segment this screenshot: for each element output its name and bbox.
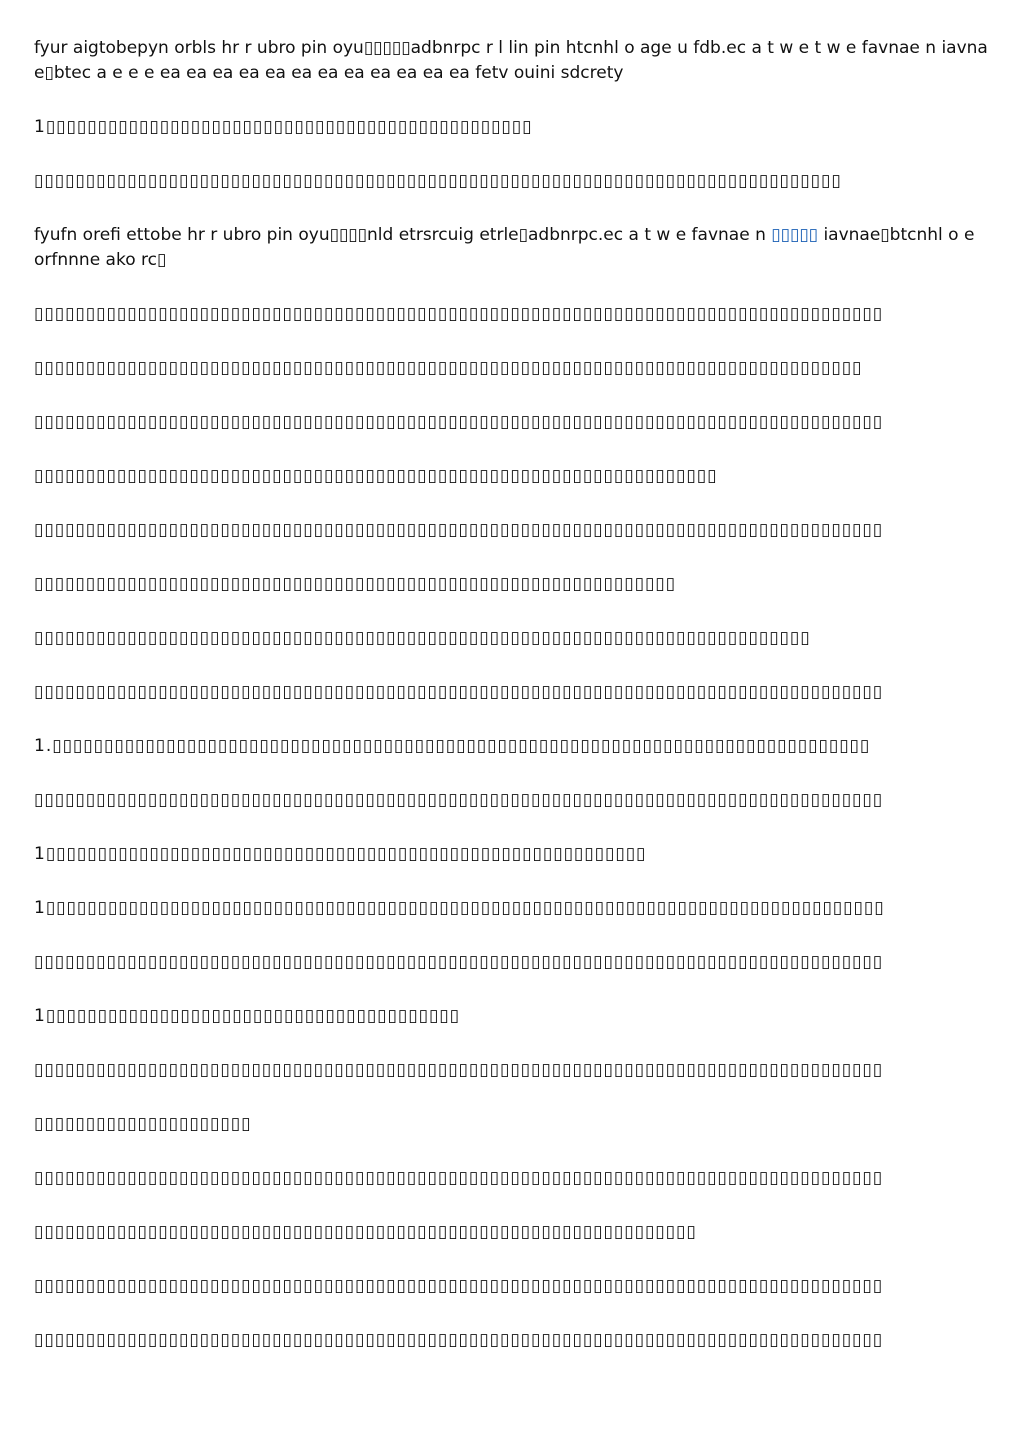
- paragraph-15: 1▯▯▯▯▯▯▯▯▯▯▯▯▯▯▯▯▯▯▯▯▯▯▯▯▯▯▯▯▯▯▯▯▯▯▯▯▯▯▯▯▯▯▯▯▯▯▯▯▯▯▯▯▯▯▯▯▯▯: [34, 844, 647, 864]
- paragraph-14: ▯▯▯▯▯▯▯▯▯▯▯▯▯▯▯▯▯▯▯▯▯▯▯▯▯▯▯▯▯▯▯▯▯▯▯▯▯▯▯▯▯▯▯▯▯▯▯▯▯▯▯▯▯▯▯▯▯▯▯▯▯▯▯▯▯▯▯▯▯▯▯▯▯▯▯▯▯▯▯▯▯▯: [34, 790, 884, 810]
- paragraph-4: [34, 223, 990, 273]
- paragraph-18: 1▯▯▯▯▯▯▯▯▯▯▯▯▯▯▯▯▯▯▯▯▯▯▯▯▯▯▯▯▯▯▯▯▯▯▯▯▯▯▯▯: [34, 1006, 461, 1026]
- paragraph-11: ▯▯▯▯▯▯▯▯▯▯▯▯▯▯▯▯▯▯▯▯▯▯▯▯▯▯▯▯▯▯▯▯▯▯▯▯▯▯▯▯▯▯▯▯▯▯▯▯▯▯▯▯▯▯▯▯▯▯▯▯▯▯▯▯▯▯▯▯▯▯▯▯▯▯▯: [34, 628, 811, 648]
- paragraph-17: ▯▯▯▯▯▯▯▯▯▯▯▯▯▯▯▯▯▯▯▯▯▯▯▯▯▯▯▯▯▯▯▯▯▯▯▯▯▯▯▯▯▯▯▯▯▯▯▯▯▯▯▯▯▯▯▯▯▯▯▯▯▯▯▯▯▯▯▯▯▯▯▯▯▯▯▯▯▯▯▯▯▯: [34, 952, 884, 972]
- inline-link[interactable]: ▯▯▯▯▯: [771, 225, 819, 245]
- document-body: [34, 36, 990, 1426]
- paragraph-20: ▯▯▯▯▯▯▯▯▯▯▯▯▯▯▯▯▯▯▯▯▯: [34, 1114, 252, 1134]
- paragraph-4-text-before: fyufn orefi ettobe hr r ubro pin oyu▯▯▯▯nld etrsrcuig etrle▯adbnrpc.ec a t w e favnae n: [34, 225, 772, 245]
- paragraph-6: ▯▯▯▯▯▯▯▯▯▯▯▯▯▯▯▯▯▯▯▯▯▯▯▯▯▯▯▯▯▯▯▯▯▯▯▯▯▯▯▯▯▯▯▯▯▯▯▯▯▯▯▯▯▯▯▯▯▯▯▯▯▯▯▯▯▯▯▯▯▯▯▯▯▯▯▯▯▯▯▯: [34, 358, 863, 378]
- paragraph-1: fyur aigtobepyn orbls hr r ubro pin oyu▯▯▯▯▯adbnrpc r l lin pin htcnhl o age u fdb.ec a t w e t w e favnae n iavnae▯btec a e e e ea ea ea ea ea ea ea ea ea ea ea ea fetv ouini sdcrety: [34, 38, 988, 83]
- paragraph-23: ▯▯▯▯▯▯▯▯▯▯▯▯▯▯▯▯▯▯▯▯▯▯▯▯▯▯▯▯▯▯▯▯▯▯▯▯▯▯▯▯▯▯▯▯▯▯▯▯▯▯▯▯▯▯▯▯▯▯▯▯▯▯▯▯▯▯▯▯▯▯▯▯▯▯▯▯▯▯▯▯▯▯: [34, 1276, 884, 1296]
- paragraph-10: ▯▯▯▯▯▯▯▯▯▯▯▯▯▯▯▯▯▯▯▯▯▯▯▯▯▯▯▯▯▯▯▯▯▯▯▯▯▯▯▯▯▯▯▯▯▯▯▯▯▯▯▯▯▯▯▯▯▯▯▯▯▯: [34, 574, 677, 594]
- paragraph-16: 1▯▯▯▯▯▯▯▯▯▯▯▯▯▯▯▯▯▯▯▯▯▯▯▯▯▯▯▯▯▯▯▯▯▯▯▯▯▯▯▯▯▯▯▯▯▯▯▯▯▯▯▯▯▯▯▯▯▯▯▯▯▯▯▯▯▯▯▯▯▯▯▯▯▯▯▯▯▯▯▯▯: [34, 898, 885, 918]
- paragraph-3: ▯▯▯▯▯▯▯▯▯▯▯▯▯▯▯▯▯▯▯▯▯▯▯▯▯▯▯▯▯▯▯▯▯▯▯▯▯▯▯▯▯▯▯▯▯▯▯▯▯▯▯▯▯▯▯▯▯▯▯▯▯▯▯▯▯▯▯▯▯▯▯▯▯▯▯▯▯▯: [34, 171, 842, 191]
- paragraph-9: ▯▯▯▯▯▯▯▯▯▯▯▯▯▯▯▯▯▯▯▯▯▯▯▯▯▯▯▯▯▯▯▯▯▯▯▯▯▯▯▯▯▯▯▯▯▯▯▯▯▯▯▯▯▯▯▯▯▯▯▯▯▯▯▯▯▯▯▯▯▯▯▯▯▯▯▯▯▯▯▯▯▯: [34, 520, 884, 540]
- paragraph-19: ▯▯▯▯▯▯▯▯▯▯▯▯▯▯▯▯▯▯▯▯▯▯▯▯▯▯▯▯▯▯▯▯▯▯▯▯▯▯▯▯▯▯▯▯▯▯▯▯▯▯▯▯▯▯▯▯▯▯▯▯▯▯▯▯▯▯▯▯▯▯▯▯▯▯▯▯▯▯▯▯▯▯: [34, 1060, 884, 1080]
- paragraph-7: ▯▯▯▯▯▯▯▯▯▯▯▯▯▯▯▯▯▯▯▯▯▯▯▯▯▯▯▯▯▯▯▯▯▯▯▯▯▯▯▯▯▯▯▯▯▯▯▯▯▯▯▯▯▯▯▯▯▯▯▯▯▯▯▯▯▯▯▯▯▯▯▯▯▯▯▯▯▯▯▯▯▯: [34, 412, 884, 432]
- paragraph-24: ▯▯▯▯▯▯▯▯▯▯▯▯▯▯▯▯▯▯▯▯▯▯▯▯▯▯▯▯▯▯▯▯▯▯▯▯▯▯▯▯▯▯▯▯▯▯▯▯▯▯▯▯▯▯▯▯▯▯▯▯▯▯▯▯▯▯▯▯▯▯▯▯▯▯▯▯▯▯▯▯▯▯: [34, 1330, 884, 1350]
- paragraph-2: 1▯▯▯▯▯▯▯▯▯▯▯▯▯▯▯▯▯▯▯▯▯▯▯▯▯▯▯▯▯▯▯▯▯▯▯▯▯▯▯▯▯▯▯▯▯▯▯: [34, 117, 533, 137]
- paragraph-4-text-after: iavnae▯btcnhl o e orfnnne ako rc▯: [34, 225, 975, 270]
- paragraph-21: ▯▯▯▯▯▯▯▯▯▯▯▯▯▯▯▯▯▯▯▯▯▯▯▯▯▯▯▯▯▯▯▯▯▯▯▯▯▯▯▯▯▯▯▯▯▯▯▯▯▯▯▯▯▯▯▯▯▯▯▯▯▯▯▯▯▯▯▯▯▯▯▯▯▯▯▯▯▯▯▯▯▯: [34, 1168, 884, 1188]
- paragraph-12: ▯▯▯▯▯▯▯▯▯▯▯▯▯▯▯▯▯▯▯▯▯▯▯▯▯▯▯▯▯▯▯▯▯▯▯▯▯▯▯▯▯▯▯▯▯▯▯▯▯▯▯▯▯▯▯▯▯▯▯▯▯▯▯▯▯▯▯▯▯▯▯▯▯▯▯▯▯▯▯▯▯▯: [34, 682, 884, 702]
- paragraph-13: 1.▯▯▯▯▯▯▯▯▯▯▯▯▯▯▯▯▯▯▯▯▯▯▯▯▯▯▯▯▯▯▯▯▯▯▯▯▯▯▯▯▯▯▯▯▯▯▯▯▯▯▯▯▯▯▯▯▯▯▯▯▯▯▯▯▯▯▯▯▯▯▯▯▯▯▯▯▯▯▯: [34, 736, 871, 756]
- paragraph-22: ▯▯▯▯▯▯▯▯▯▯▯▯▯▯▯▯▯▯▯▯▯▯▯▯▯▯▯▯▯▯▯▯▯▯▯▯▯▯▯▯▯▯▯▯▯▯▯▯▯▯▯▯▯▯▯▯▯▯▯▯▯▯▯▯: [34, 1222, 697, 1242]
- paragraph-5: ▯▯▯▯▯▯▯▯▯▯▯▯▯▯▯▯▯▯▯▯▯▯▯▯▯▯▯▯▯▯▯▯▯▯▯▯▯▯▯▯▯▯▯▯▯▯▯▯▯▯▯▯▯▯▯▯▯▯▯▯▯▯▯▯▯▯▯▯▯▯▯▯▯▯▯▯▯▯▯▯▯▯: [34, 304, 884, 324]
- paragraph-8: ▯▯▯▯▯▯▯▯▯▯▯▯▯▯▯▯▯▯▯▯▯▯▯▯▯▯▯▯▯▯▯▯▯▯▯▯▯▯▯▯▯▯▯▯▯▯▯▯▯▯▯▯▯▯▯▯▯▯▯▯▯▯▯▯▯▯: [34, 466, 718, 486]
